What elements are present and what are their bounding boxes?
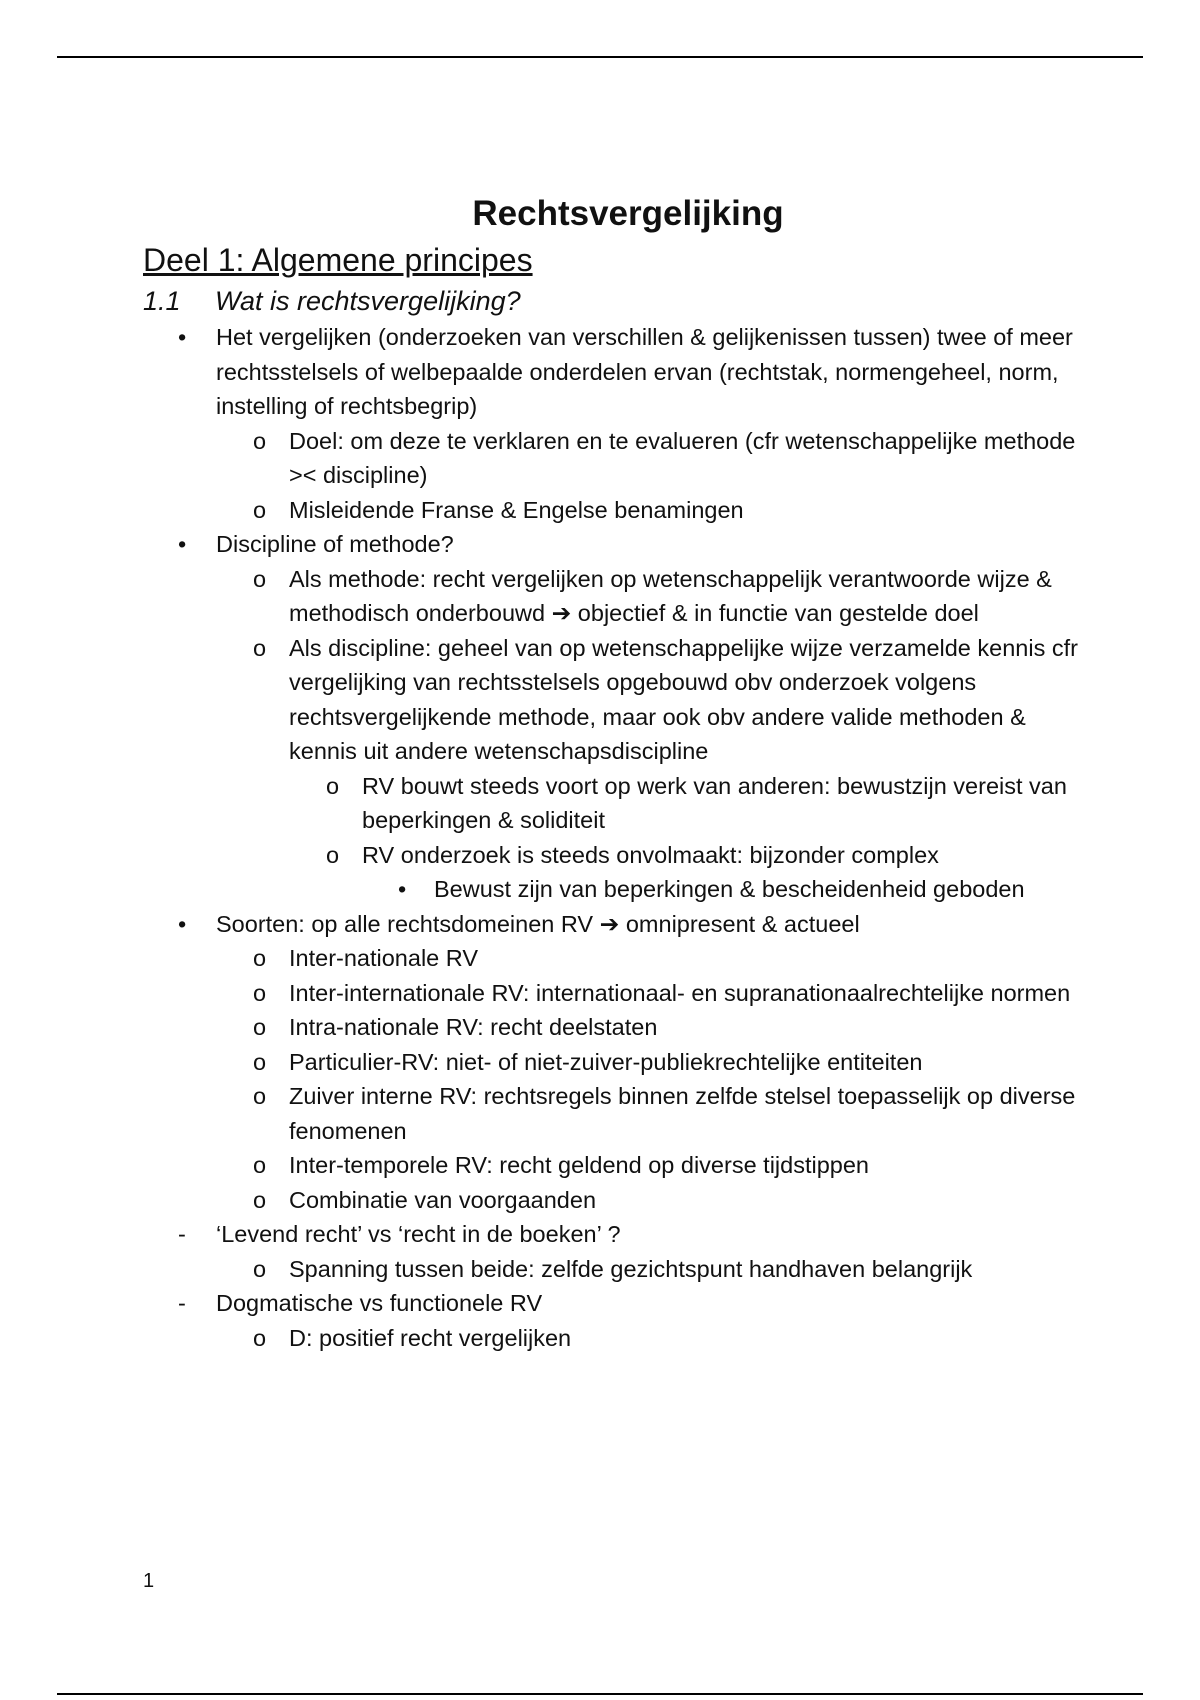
section-title: Wat is rechtsvergelijking? xyxy=(215,286,521,316)
list-item: o Intra-nationale RV: recht deelstaten xyxy=(143,1010,1083,1045)
list-item: o Inter-internationale RV: internationaal- en supranationaalrechtelijke normen xyxy=(143,976,1083,1011)
part-heading: Deel 1: Algemene principes xyxy=(143,242,533,278)
list-item: • Discipline of methode? xyxy=(143,527,1083,562)
circle-marker: o xyxy=(253,634,267,661)
dash-marker: - xyxy=(178,1290,186,1316)
circle-marker: o xyxy=(253,1083,267,1109)
circle-marker: o xyxy=(253,1048,267,1075)
list-item: • Soorten: op alle rechtsdomeinen RV ➔ omnipresent & actueel xyxy=(143,907,1083,942)
circle-marker: o xyxy=(253,427,267,454)
section-number: 1.1 xyxy=(143,286,181,316)
circle-marker: o xyxy=(253,979,267,1006)
circle-marker: o xyxy=(326,772,340,799)
circle-marker: o xyxy=(253,1324,267,1351)
list-item: o Als methode: recht vergelijken op wetenschappelijk verantwoorde wijze & methodisch onderbouwd ➔ objectief & in functie van gestelde doel xyxy=(143,562,1083,631)
list-item: - Dogmatische vs functionele RV xyxy=(143,1286,1083,1321)
circle-marker: o xyxy=(326,841,340,868)
section-heading xyxy=(143,282,1083,320)
bullet-marker: • xyxy=(398,876,407,902)
bullet-marker: • xyxy=(178,324,187,350)
list-item: • Bewust zijn van beperkingen & bescheidenheid geboden xyxy=(143,872,1083,907)
list-item: o Combinatie van voorgaanden xyxy=(143,1183,1083,1218)
list-item: o Als discipline: geheel van op wetenschappelijke wijze verzamelde kennis cfr vergelijking van rechtsstelsels opgebouwd obv onderzoek volgens rechtsvergelijkende methode, maar ook obv andere valide methoden & kennis uit andere wetenschapsdiscipline xyxy=(143,631,1083,769)
circle-marker: o xyxy=(253,1014,267,1040)
header-rule xyxy=(57,56,1143,58)
list-item: o Doel: om deze te verklaren en te evalueren (cfr wetenschappelijke methode >< discipline) xyxy=(143,424,1083,493)
circle-marker: o xyxy=(253,945,267,971)
footer-rule xyxy=(57,1693,1143,1695)
circle-marker: o xyxy=(253,1186,267,1213)
list-item: - ‘Levend recht’ vs ‘recht in de boeken’ ? xyxy=(143,1217,1083,1252)
list-item: o Inter-nationale RV xyxy=(143,941,1083,976)
circle-marker: o xyxy=(253,496,267,523)
list-item: o Particulier-RV: niet- of niet-zuiver-publiekrechtelijke entiteiten xyxy=(143,1045,1083,1080)
list-item: • Het vergelijken (onderzoeken van verschillen & gelijkenissen tussen) twee of meer rechtsstelsels of welbepaalde onderdelen ervan (rechtstak, normengeheel, norm, instelling of rechtsbegrip) xyxy=(143,320,1083,424)
list-item: o RV onderzoek is steeds onvolmaakt: bijzonder complex xyxy=(143,838,1083,873)
list-item: o Misleidende Franse & Engelse benamingen xyxy=(143,493,1083,528)
list-item: o Zuiver interne RV: rechtsregels binnen zelfde stelsel toepasselijk op diverse fenomenen xyxy=(143,1079,1083,1148)
list-item: o Spanning tussen beide: zelfde gezichtspunt handhaven belangrijk xyxy=(143,1252,1083,1287)
list-item: o D: positief recht vergelijken xyxy=(143,1321,1083,1356)
circle-marker: o xyxy=(253,1152,267,1178)
circle-marker: o xyxy=(253,565,267,592)
page-number: 1 xyxy=(143,1570,155,1592)
list-item: o RV bouwt steeds voort op werk van anderen: bewustzijn vereist van beperkingen & soliditeit xyxy=(143,769,1083,838)
bullet-marker: • xyxy=(178,531,187,557)
circle-marker: o xyxy=(253,1255,267,1282)
dash-marker: - xyxy=(178,1221,186,1247)
document-body xyxy=(143,190,1083,1355)
document-title: Rechtsvergelijking xyxy=(472,194,784,233)
bullet-marker: • xyxy=(178,910,187,937)
list-item: o Inter-temporele RV: recht geldend op diverse tijdstippen xyxy=(143,1148,1083,1183)
